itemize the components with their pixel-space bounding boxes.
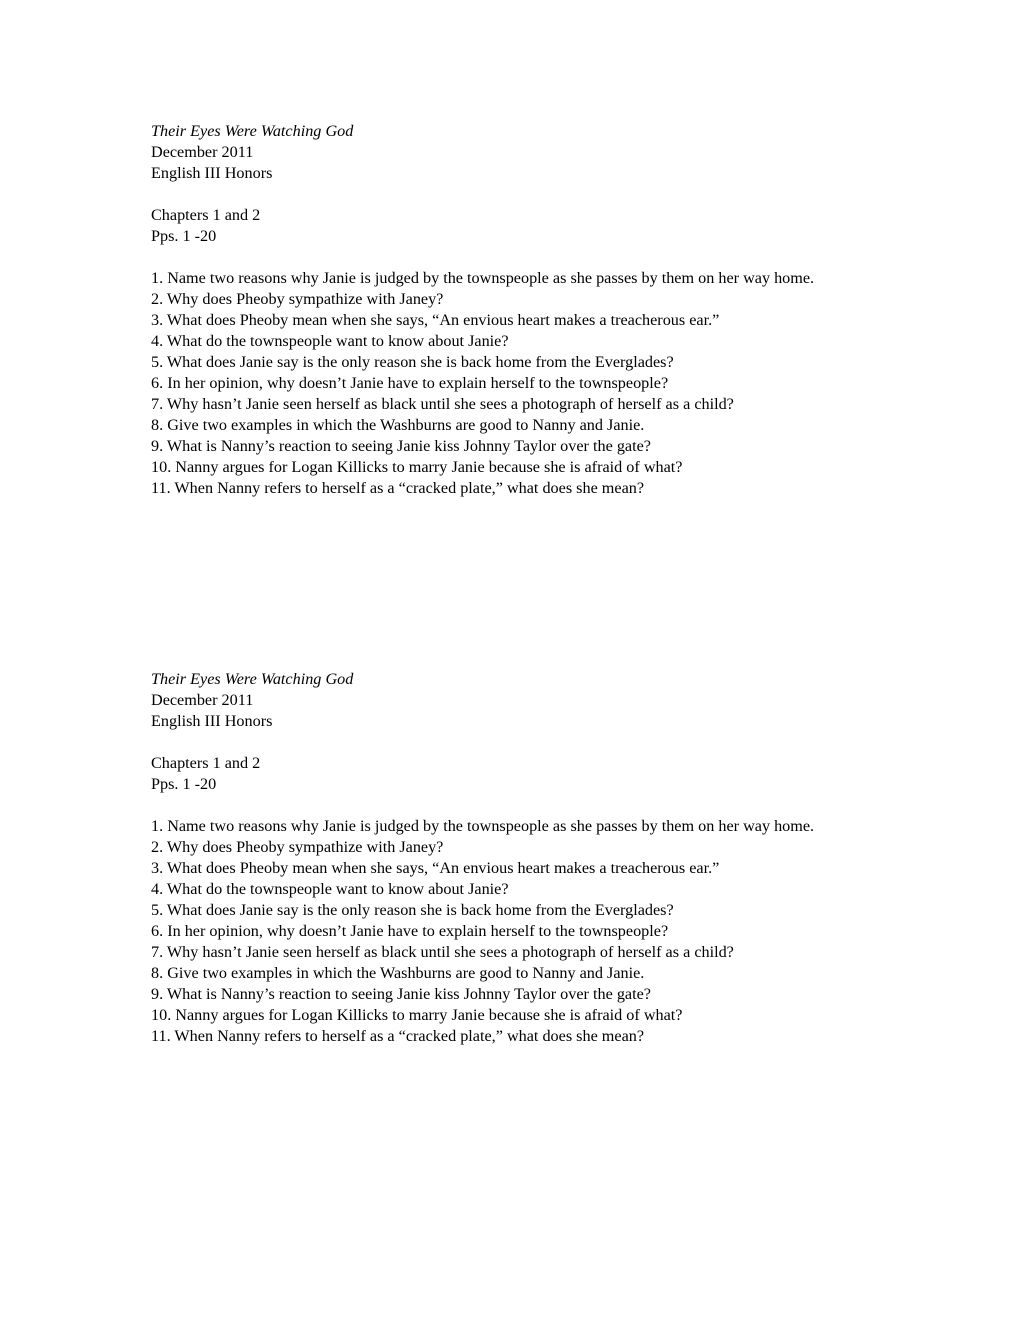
spacer xyxy=(151,247,881,268)
question-item: 3. What does Pheoby mean when she says, “An envious heart makes a treacherous ear.” xyxy=(151,311,720,329)
book-title: Their Eyes Were Watching God xyxy=(151,122,354,140)
chapters-line: Chapters 1 and 2 xyxy=(151,754,261,772)
date-line: December 2011 xyxy=(151,143,254,161)
question-item: 7. Why hasn’t Janie seen herself as black until she sees a photograph of herself as a child? xyxy=(151,395,734,413)
date-line: December 2011 xyxy=(151,691,254,709)
course-line: English III Honors xyxy=(151,164,273,182)
chapters-line: Chapters 1 and 2 xyxy=(151,206,261,224)
question-item: 7. Why hasn’t Janie seen herself as black until she sees a photograph of herself as a child? xyxy=(151,943,734,961)
question-item: 10. Nanny argues for Logan Killicks to marry Janie because she is afraid of what? xyxy=(151,1006,683,1024)
question-item: 11. When Nanny refers to herself as a “cracked plate,” what does she mean? xyxy=(151,479,645,497)
question-item: 4. What do the townspeople want to know about Janie? xyxy=(151,880,509,898)
question-item: 5. What does Janie say is the only reason she is back home from the Everglades? xyxy=(151,353,674,371)
spacer xyxy=(151,732,881,753)
book-title: Their Eyes Were Watching God xyxy=(151,670,354,688)
question-item: 9. What is Nanny’s reaction to seeing Janie kiss Johnny Taylor over the gate? xyxy=(151,985,651,1003)
worksheet-copy-2 xyxy=(151,669,881,1047)
question-list xyxy=(151,268,881,499)
question-item: 3. What does Pheoby mean when she says, “An envious heart makes a treacherous ear.” xyxy=(151,859,720,877)
question-list xyxy=(151,816,881,1047)
course-line: English III Honors xyxy=(151,712,273,730)
question-item: 6. In her opinion, why doesn’t Janie have to explain herself to the townspeople? xyxy=(151,374,669,392)
question-item: 8. Give two examples in which the Washburns are good to Nanny and Janie. xyxy=(151,964,645,982)
question-item: 5. What does Janie say is the only reason she is back home from the Everglades? xyxy=(151,901,674,919)
question-item: 10. Nanny argues for Logan Killicks to marry Janie because she is afraid of what? xyxy=(151,458,683,476)
question-item: 1. Name two reasons why Janie is judged by the townspeople as she passes by them on her way home. xyxy=(151,817,815,835)
question-item: 4. What do the townspeople want to know about Janie? xyxy=(151,332,509,350)
question-item: 6. In her opinion, why doesn’t Janie have to explain herself to the townspeople? xyxy=(151,922,669,940)
question-item: 2. Why does Pheoby sympathize with Janey? xyxy=(151,838,444,856)
question-item: 11. When Nanny refers to herself as a “cracked plate,” what does she mean? xyxy=(151,1027,645,1045)
worksheet-copy-1 xyxy=(151,121,881,499)
question-item: 2. Why does Pheoby sympathize with Janey? xyxy=(151,290,444,308)
spacer xyxy=(151,184,881,205)
pages-line: Pps. 1 -20 xyxy=(151,227,217,245)
question-item: 1. Name two reasons why Janie is judged by the townspeople as she passes by them on her way home. xyxy=(151,269,815,287)
pages-line: Pps. 1 -20 xyxy=(151,775,217,793)
question-item: 8. Give two examples in which the Washburns are good to Nanny and Janie. xyxy=(151,416,645,434)
question-item: 9. What is Nanny’s reaction to seeing Janie kiss Johnny Taylor over the gate? xyxy=(151,437,651,455)
spacer xyxy=(151,795,881,816)
